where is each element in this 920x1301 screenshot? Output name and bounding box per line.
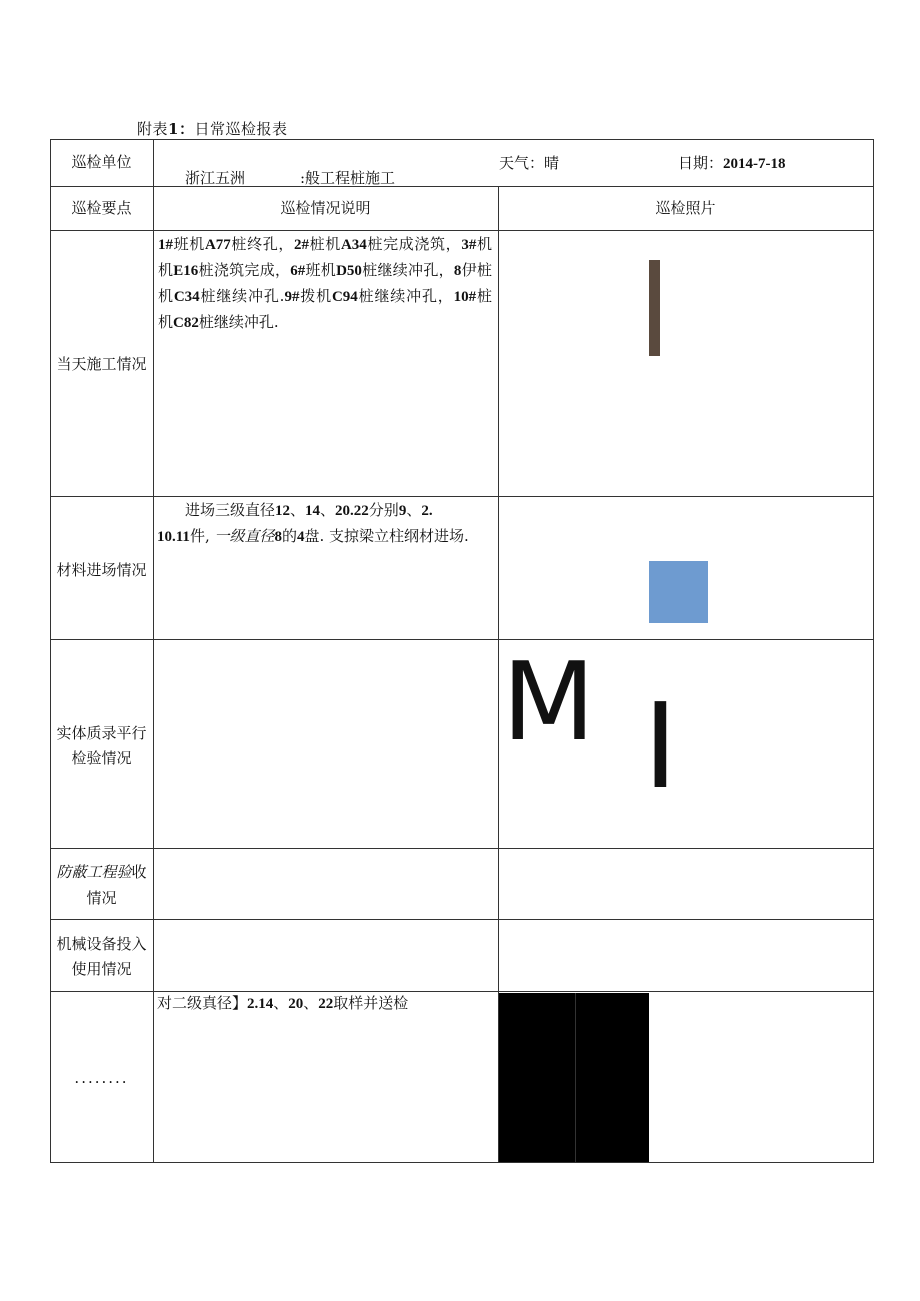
construction-run: 10#	[453, 289, 477, 305]
other-description	[157, 991, 408, 1017]
materials-photo	[649, 561, 708, 623]
construction-run: 桩继续冲孔.	[198, 313, 279, 331]
materials-line2-run: 的	[282, 527, 298, 545]
caption-prefix: 附表	[137, 120, 169, 138]
machinery-label-line2: 使用情况	[71, 960, 132, 978]
photo-seam	[575, 993, 576, 1162]
machinery-label-line1: 机械设备投入	[56, 935, 147, 953]
construction-run: D50	[336, 263, 362, 279]
construction-run: 桩完成浇筑，	[366, 235, 462, 253]
materials-line2-run: 盘. 支掠梁立柱纲材进场.	[304, 527, 469, 545]
construction-run: 桩浇筑完成，	[198, 261, 291, 279]
construction-run: E16	[173, 263, 199, 279]
other-run: 2.14	[247, 996, 274, 1012]
construction-run: 桩机	[158, 287, 492, 331]
other-run: 、	[303, 994, 319, 1012]
construction-run: 班机	[305, 261, 337, 279]
col-photos: 巡检照片	[655, 199, 716, 217]
materials-line1-run: 、	[290, 501, 306, 519]
construction-run: C34	[173, 289, 200, 305]
other-run: 、	[273, 994, 289, 1012]
materials-line2-run: 4	[297, 529, 305, 545]
caption-title: 日常巡检报表	[194, 120, 288, 138]
construction-run: 1#	[158, 237, 173, 253]
materials-line1-run: 2.	[421, 503, 433, 519]
date-label: 日期：	[678, 154, 724, 172]
materials-line1-run: 进场三级直径	[185, 501, 276, 519]
materials-label: 材料进场情况	[56, 561, 147, 579]
materials-line2-run: 8	[274, 529, 282, 545]
construction-description	[158, 232, 492, 336]
construction-run: 拨机	[299, 287, 332, 305]
materials-line2-run: 10.11	[157, 529, 190, 545]
civil-defense-label-rest: 收	[131, 863, 147, 881]
construction-run: 桩继续冲孔，	[361, 261, 454, 279]
col-description: 巡检情况说明	[280, 199, 371, 217]
quality-photo-glyph-i: I	[643, 677, 678, 815]
date-field	[678, 151, 786, 177]
caption-number: 1：	[168, 120, 195, 138]
construction-run: 伊桩机	[158, 261, 492, 305]
construction-run: 2#	[294, 237, 310, 253]
materials-description-line2	[157, 524, 469, 550]
construction-label: 当天施工情况	[56, 355, 147, 373]
construction-run: 9#	[284, 289, 300, 305]
construction-run: C94	[331, 289, 358, 305]
materials-line1-run: 14	[305, 503, 321, 519]
materials-line1-run: 、	[320, 501, 336, 519]
materials-line1-run: 分别	[368, 501, 399, 519]
other-label: ........	[74, 1069, 129, 1087]
construction-run: 桩继续冲孔，	[357, 287, 454, 305]
col-points: 巡检要点	[71, 199, 132, 217]
construction-run: 6#	[290, 263, 306, 279]
construction-run: 桩终孔，	[230, 235, 295, 253]
quality-label-line2: 检验情况	[71, 749, 132, 767]
construction-run: A77	[204, 237, 231, 253]
civil-defense-label-line2: 情况	[86, 889, 117, 907]
date-value: 2014-7-18	[723, 156, 786, 172]
other-run: 对二级真径】	[157, 994, 248, 1012]
construction-run: C82	[173, 315, 199, 331]
quality-label-line1: 实体质录平行	[56, 724, 147, 742]
form-caption	[137, 118, 287, 139]
other-run: 20	[288, 996, 304, 1012]
other-photo	[499, 993, 649, 1162]
materials-line1-run: 9	[398, 503, 407, 519]
construction-run: 机机	[158, 235, 492, 279]
materials-line1-run: 12	[275, 503, 291, 519]
materials-description-line1	[185, 498, 433, 524]
construction-photo	[649, 260, 660, 356]
materials-line2-run: 一级直径	[214, 527, 275, 545]
unit-value-a: 浙江五洲	[185, 169, 246, 187]
unit-label: 巡检单位	[71, 153, 132, 171]
construction-run: 3#	[461, 237, 477, 253]
civil-defense-label-line1	[50, 860, 153, 885]
materials-line1-run: 、	[406, 501, 422, 519]
quality-photo-glyph-m: M	[502, 640, 596, 765]
construction-run: 8	[453, 263, 462, 279]
materials-line2-run: 件,	[189, 527, 215, 545]
unit-value-b: :般工程桩施工	[300, 169, 396, 187]
civil-defense-label-italic: 防蔽工程验	[56, 863, 132, 881]
materials-line1-run: 20.22	[335, 503, 369, 519]
other-run: 22	[318, 996, 334, 1012]
construction-run: 桩机	[309, 235, 341, 253]
construction-run: A34	[340, 237, 367, 253]
weather: 天气：晴	[499, 154, 560, 172]
construction-run: 桩继续冲孔.	[199, 287, 285, 305]
construction-run: 班机	[173, 235, 205, 253]
other-run: 取样并送检	[333, 994, 409, 1012]
